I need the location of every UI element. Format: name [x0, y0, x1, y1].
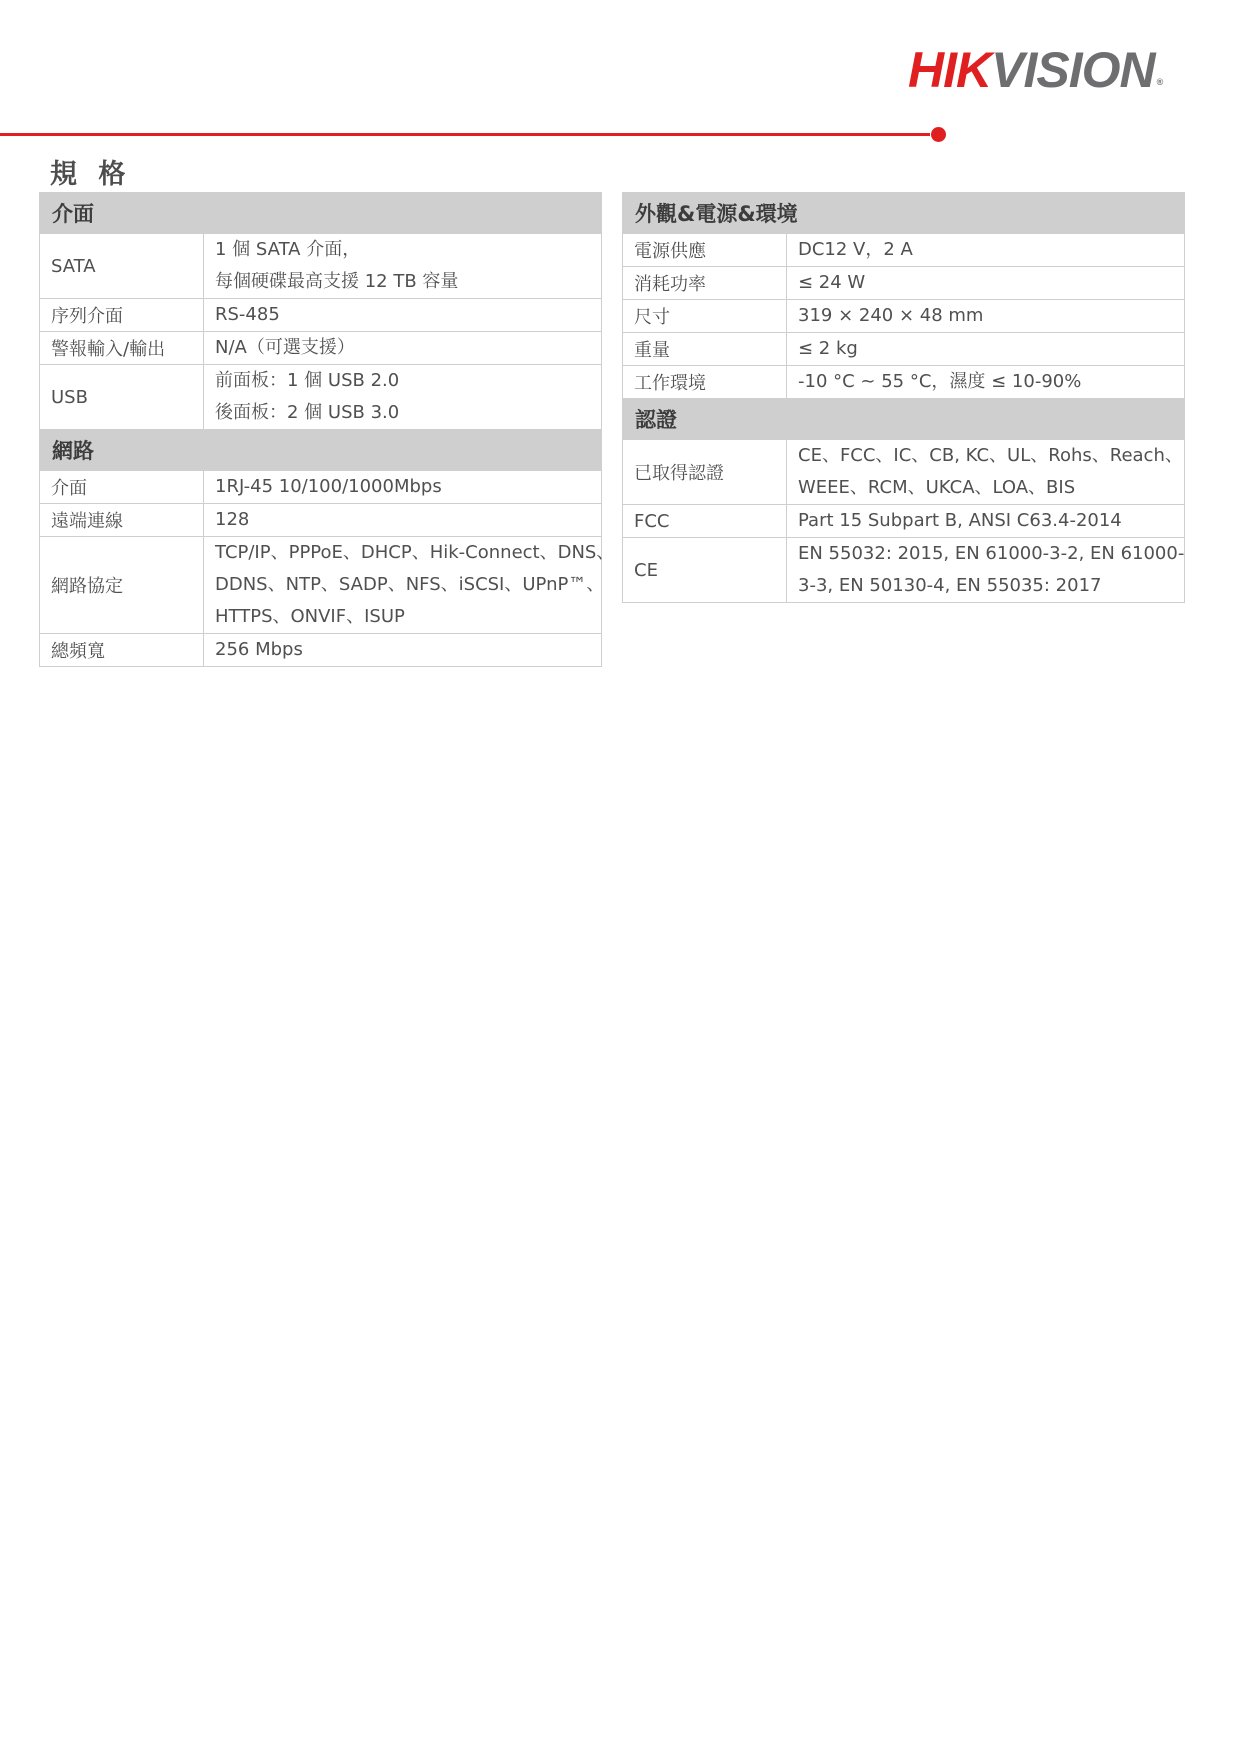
- spec-label: USB: [40, 365, 204, 430]
- spec-row-weight: [623, 333, 1185, 366]
- header-divider-line: [0, 133, 930, 136]
- spec-value: [204, 365, 602, 430]
- section-header-general: 外觀&電源&環境: [623, 193, 1185, 234]
- spec-value: [204, 471, 602, 504]
- registered-mark: ®: [1156, 77, 1163, 87]
- spec-value: [787, 300, 1185, 333]
- section-header-interface: 介面: [40, 193, 602, 234]
- spec-row-dimensions: [623, 300, 1185, 333]
- spec-row-alarm-io: [40, 332, 602, 365]
- spec-value-line: 前面板：1 個 USB 2.0: [215, 370, 400, 391]
- spec-row-network-interface: [40, 471, 602, 504]
- spec-value-line: N/A（可選支援）: [215, 337, 355, 358]
- spec-value-line: EN 55032: 2015, EN 61000-3-2, EN 61000-: [798, 543, 1185, 564]
- spec-row-serial: [40, 299, 602, 332]
- spec-value: [787, 440, 1185, 505]
- spec-row-certifications: [623, 440, 1185, 505]
- spec-value: [204, 537, 615, 634]
- spec-label: 遠端連線: [40, 504, 204, 537]
- spec-label: 網路協定: [40, 537, 204, 634]
- spec-value: [204, 332, 602, 365]
- spec-table-left: [39, 192, 615, 667]
- section-header-network: 網路: [40, 430, 602, 471]
- spec-row-remote-connection: [40, 504, 602, 537]
- spec-label: 總頻寬: [40, 634, 204, 667]
- spec-label: 尺寸: [623, 300, 787, 333]
- spec-label: FCC: [623, 505, 787, 538]
- spec-label: 消耗功率: [623, 267, 787, 300]
- spec-value: [787, 538, 1185, 603]
- spec-label: 重量: [623, 333, 787, 366]
- spec-value: [204, 299, 602, 332]
- spec-value-line: TCP/IP、PPPoE、DHCP、Hik-Connect、DNS、: [215, 542, 615, 563]
- spec-label: 已取得認證: [623, 440, 787, 505]
- spec-value-line: WEEE、RCM、UKCA、LOA、BIS: [798, 477, 1076, 498]
- spec-value: [787, 505, 1185, 538]
- spec-value-line: ≤ 2 kg: [798, 338, 858, 359]
- spec-row-power-supply: [623, 234, 1185, 267]
- spec-label: 電源供應: [623, 234, 787, 267]
- hikvision-logo: [908, 40, 1162, 100]
- spec-value-line: DC12 V，2 A: [798, 239, 913, 260]
- spec-value-line: 3-3, EN 50130-4, EN 55035: 2017: [798, 575, 1102, 596]
- spec-value-line: 後面板：2 個 USB 3.0: [215, 402, 400, 423]
- spec-label: SATA: [40, 234, 204, 299]
- spec-value-line: 1 個 SATA 介面，: [215, 239, 361, 260]
- spec-label: 工作環境: [623, 366, 787, 399]
- header-divider-dot: [931, 127, 946, 142]
- spec-row-network-protocol: [40, 537, 602, 634]
- spec-row-power-consumption: [623, 267, 1185, 300]
- spec-row-working-environment: [623, 366, 1185, 399]
- spec-label: 警報輸入/輸出: [40, 332, 204, 365]
- spec-table-right: [622, 192, 1185, 603]
- spec-label: CE: [623, 538, 787, 603]
- spec-value-line: 128: [215, 509, 250, 530]
- spec-value-line: RS-485: [215, 304, 280, 325]
- logo-grey-text: VISION: [991, 42, 1155, 98]
- spec-value-line: Part 15 Subpart B, ANSI C63.4-2014: [798, 510, 1122, 531]
- spec-value: [787, 234, 1185, 267]
- section-header-certification: 認證: [623, 399, 1185, 440]
- spec-value-line: 256 Mbps: [215, 639, 303, 660]
- spec-row-usb: [40, 365, 602, 430]
- spec-value-line: 319 × 240 × 48 mm: [798, 305, 984, 326]
- spec-value-line: -10 °C ~ 55 °C，濕度 ≤ 10-90%: [798, 371, 1082, 392]
- spec-row-total-bandwidth: [40, 634, 602, 667]
- spec-label: 介面: [40, 471, 204, 504]
- spec-row-sata: [40, 234, 602, 299]
- logo-red-text: HIK: [908, 42, 992, 98]
- spec-value: [204, 634, 602, 667]
- spec-value-line: 每個硬碟最高支援 12 TB 容量: [215, 271, 459, 292]
- spec-value: [787, 333, 1185, 366]
- spec-value: [204, 234, 602, 299]
- spec-value-line: 1RJ-45 10/100/1000Mbps: [215, 476, 442, 497]
- spec-row-fcc: [623, 505, 1185, 538]
- spec-label: 序列介面: [40, 299, 204, 332]
- spec-value: [204, 504, 602, 537]
- spec-value: [787, 366, 1185, 399]
- spec-value-line: DDNS、NTP、SADP、NFS、iSCSI、UPnP™、: [215, 574, 605, 595]
- spec-row-ce: [623, 538, 1185, 603]
- page-title: 規 格: [50, 159, 132, 190]
- spec-value-line: ≤ 24 W: [798, 272, 866, 293]
- spec-value-line: CE、FCC、IC、CB, KC、UL、Rohs、Reach、: [798, 445, 1183, 466]
- spec-value: [787, 267, 1185, 300]
- spec-value-line: HTTPS、ONVIF、ISUP: [215, 606, 405, 627]
